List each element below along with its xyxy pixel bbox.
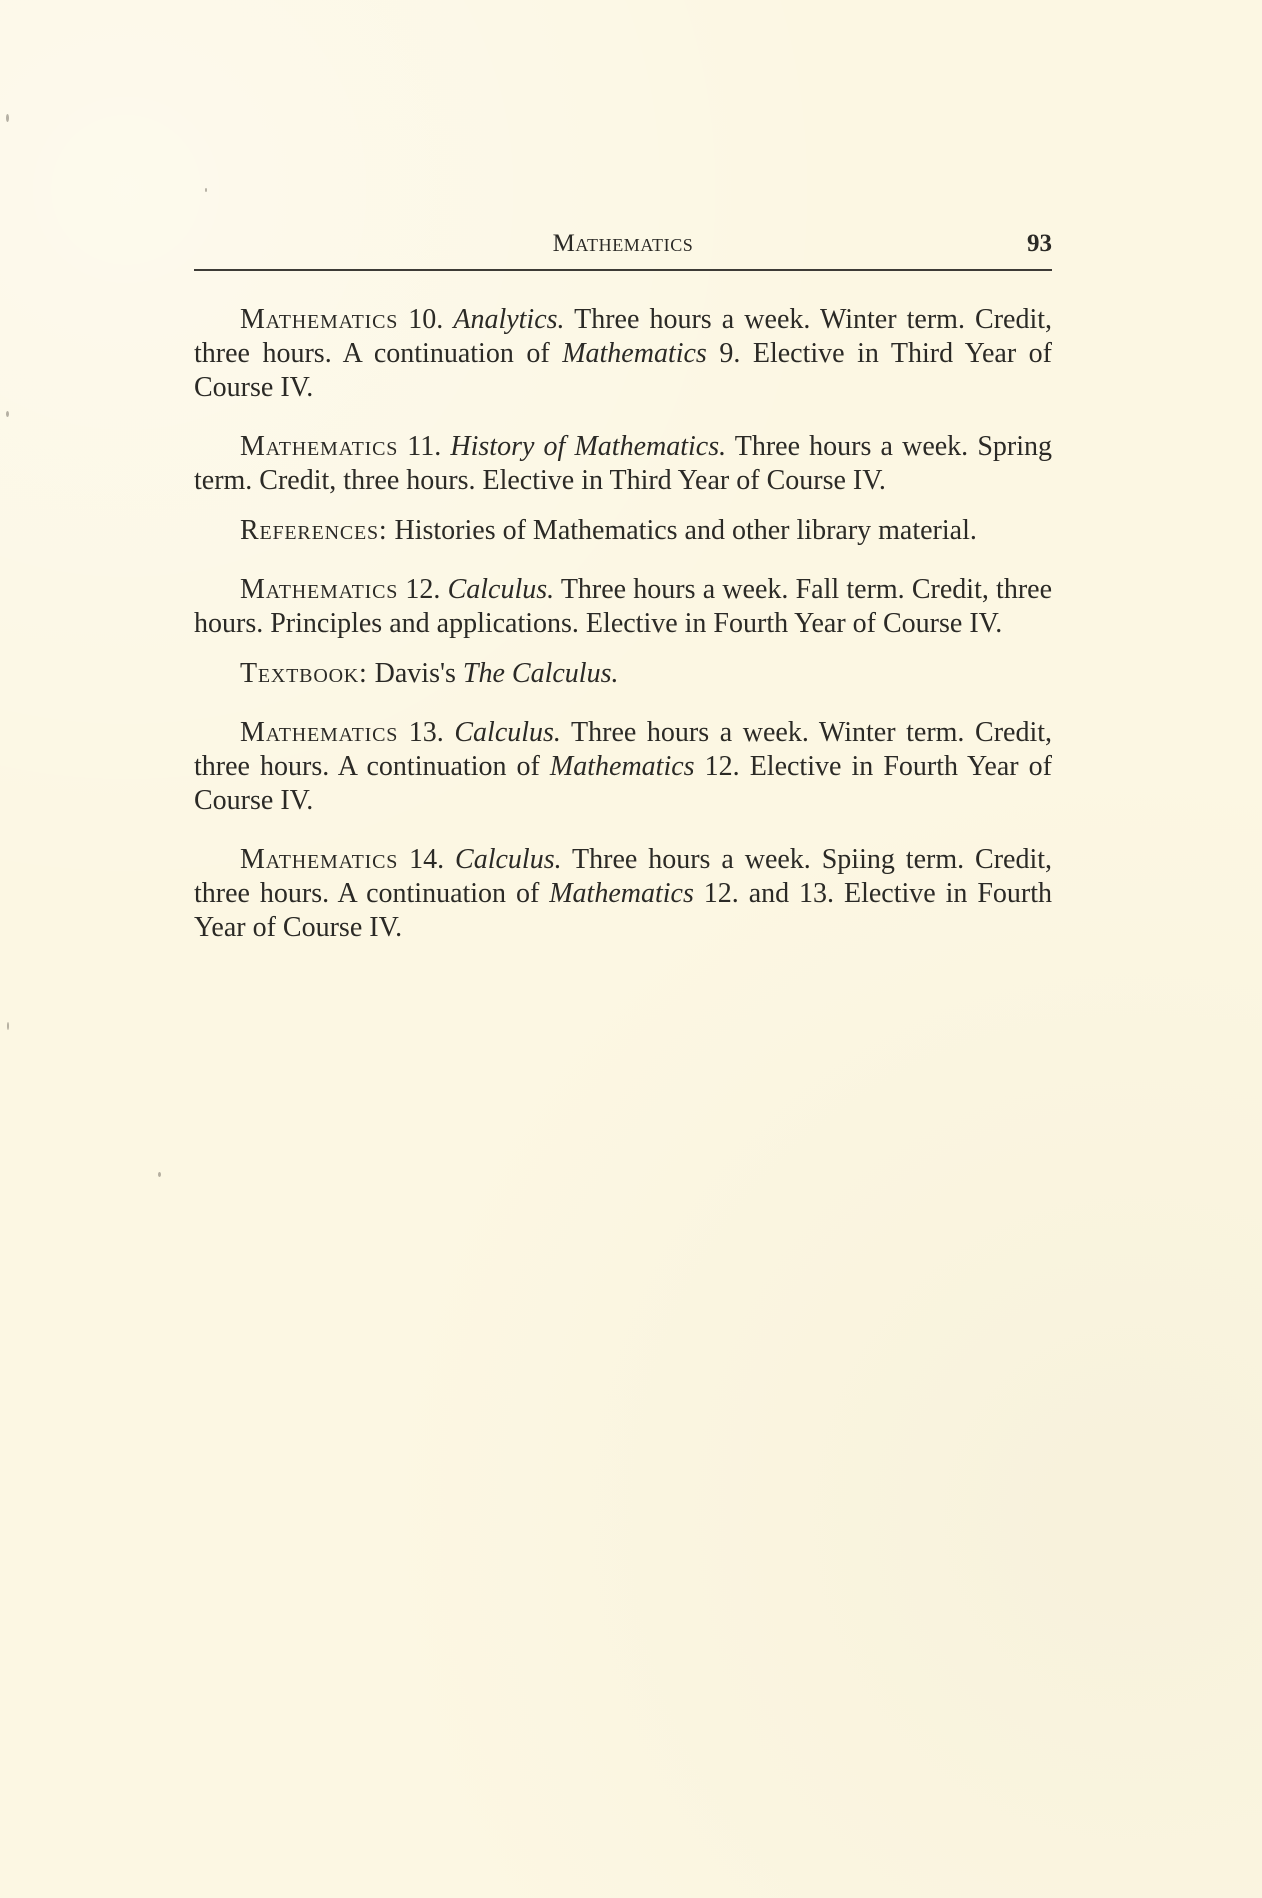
- scan-speck: [6, 114, 9, 122]
- course-number: 11.: [407, 431, 442, 462]
- course-description: Three hours a week. Winter term. Credit, three hours. A continuation of: [194, 304, 1053, 369]
- course-description-tail: 9. Elective in Third Year of Course IV.: [194, 338, 1053, 403]
- course-title: History of Mathematics.: [450, 431, 727, 462]
- course-description-tail: 12. Elective in Fourth Year of Course IV.: [194, 751, 1052, 816]
- course-label: Mathematics: [240, 717, 399, 748]
- course-number: 10.: [408, 304, 444, 335]
- textbook-label: Textbook:: [240, 658, 368, 689]
- mathematics-11-paragraph: [194, 430, 1052, 498]
- page-header: [194, 227, 1052, 271]
- scan-speck: [6, 411, 9, 417]
- scan-speck: [205, 188, 207, 192]
- course-description: Three hours a week. Spring term. Credit, three hours. Elective in Third Year of Course IV.: [194, 431, 1052, 496]
- course-description: Three hours a week. Winter term. Credit, three hours. A continuation of: [194, 717, 1053, 782]
- mathematics-13-paragraph: [194, 716, 1052, 818]
- mathematics-12-paragraph: [194, 573, 1052, 641]
- mathematics-10-paragraph: [194, 303, 1052, 405]
- course-number: 14.: [409, 844, 445, 875]
- course-description-tail: 12. and 13. Elective in Fourth Year of Course IV.: [194, 878, 1052, 943]
- references-paragraph: [194, 514, 1052, 548]
- scan-speck: [158, 1172, 161, 1177]
- course-title: Calculus.: [454, 717, 561, 748]
- mathematics-14-paragraph: [194, 843, 1052, 945]
- course-reference: Mathematics: [549, 751, 695, 782]
- course-number: 13.: [408, 717, 444, 748]
- course-label: Mathematics: [240, 431, 399, 462]
- course-title: Analytics.: [453, 304, 565, 335]
- course-reference: Mathematics: [549, 878, 694, 909]
- course-label: Mathematics: [240, 844, 399, 875]
- course-title: Calculus.: [455, 844, 562, 875]
- references-text: Histories of Mathematics and other library material.: [387, 515, 977, 546]
- course-label: Mathematics: [240, 304, 399, 335]
- book-page-content: [194, 227, 1052, 970]
- textbook-title: The Calculus.: [462, 658, 619, 689]
- course-description: Three hours a week. Spiing term. Credit, three hours. A continuation of: [194, 844, 1053, 909]
- textbook-paragraph: [194, 657, 1052, 691]
- page-number: 93: [1027, 230, 1052, 257]
- course-label: Mathematics: [240, 574, 399, 605]
- course-reference: Mathematics: [562, 338, 707, 369]
- course-description: Three hours a week. Fall term. Credit, three hours. Principles and applications. Elective in Fourth Year of Course IV.: [194, 574, 1053, 639]
- course-number: 12.: [405, 574, 441, 605]
- running-title: Mathematics: [552, 230, 694, 257]
- textbook-text: Davis's: [367, 658, 463, 689]
- course-title: Calculus.: [447, 574, 555, 605]
- references-label: References:: [240, 515, 388, 546]
- scan-speck: [7, 1022, 9, 1030]
